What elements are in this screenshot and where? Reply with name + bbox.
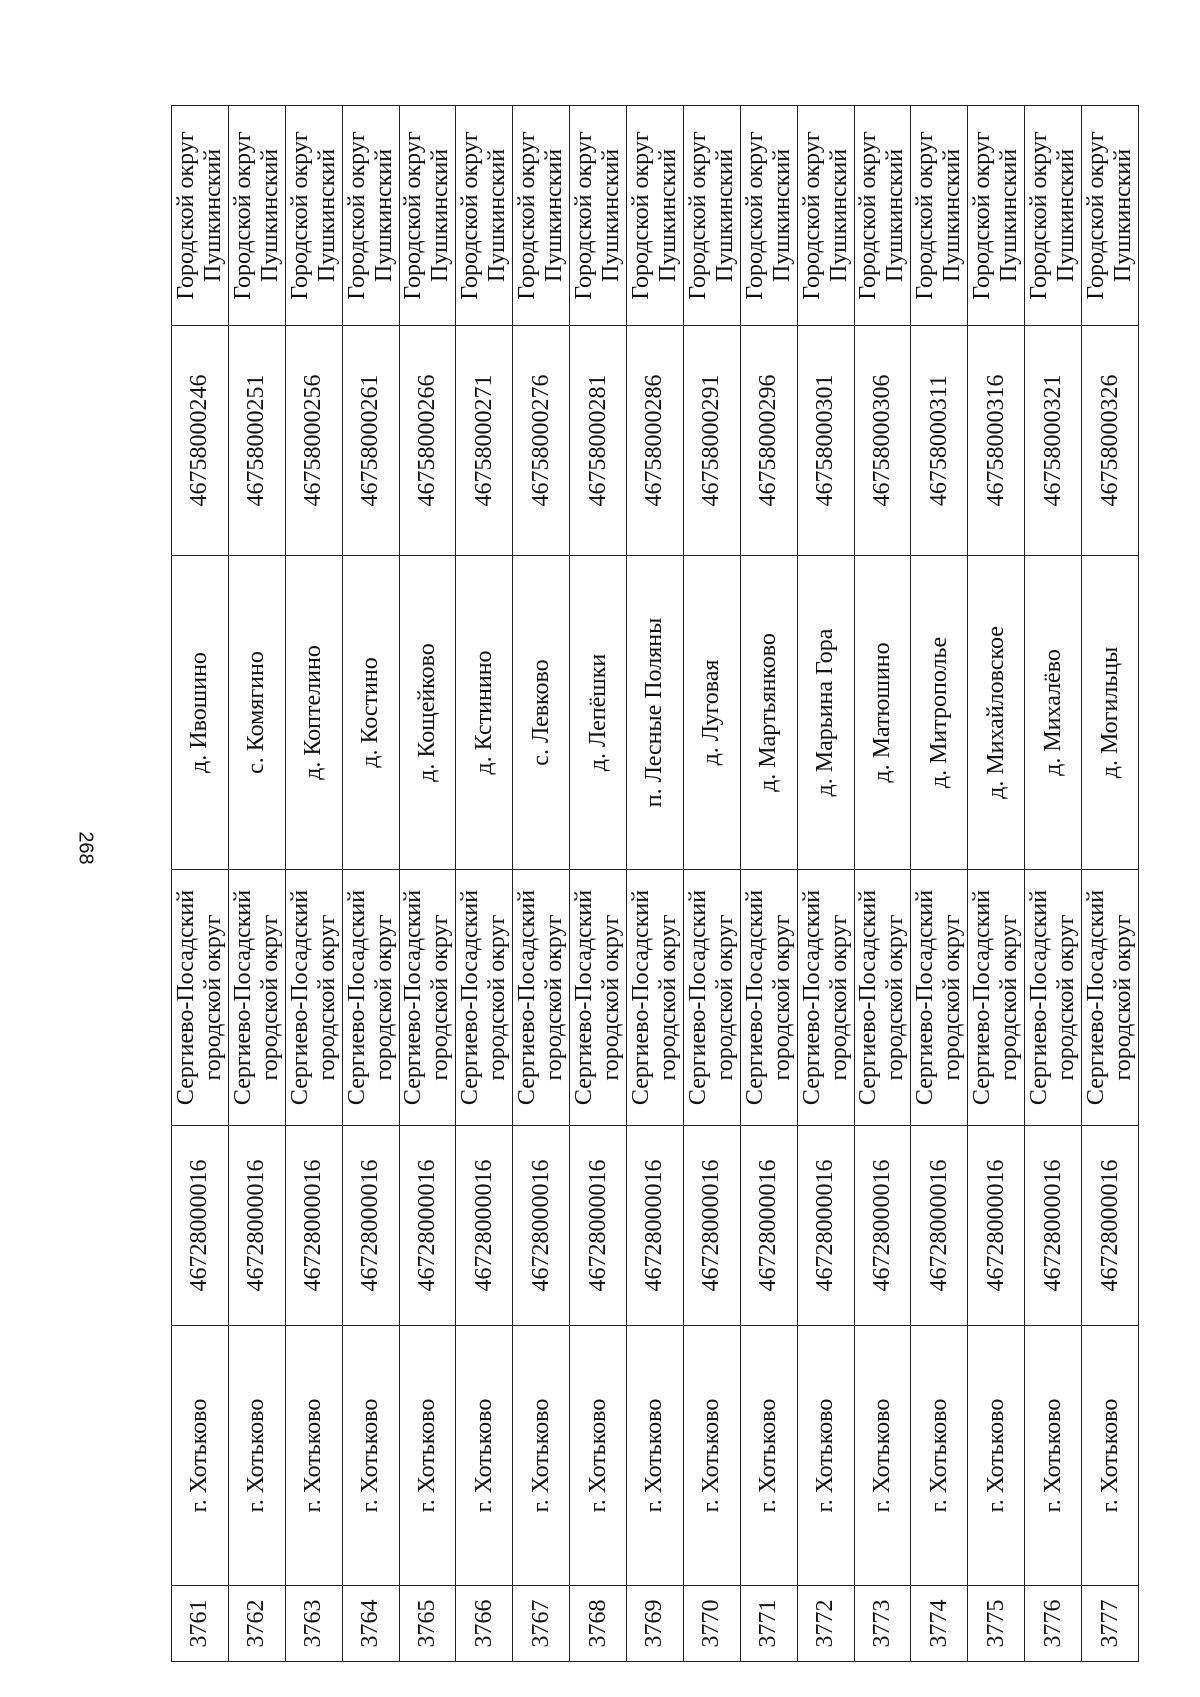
city-district-cell: Сергиево-Посадский городской округ <box>683 870 740 1126</box>
city-cell: г. Хотьково <box>285 1326 342 1586</box>
settlement-cell: с. Комягино <box>228 556 285 870</box>
city-cell: г. Хотьково <box>172 1326 229 1586</box>
row-number-cell: 3768 <box>570 1586 627 1662</box>
settlement-district-cell: Городской округ Пушкинский <box>740 106 797 326</box>
city-district-cell: Сергиево-Посадский городской округ <box>342 870 399 1126</box>
settlement-code-cell: 46758000281 <box>570 326 627 556</box>
city-district-cell: Сергиево-Посадский городской округ <box>570 870 627 1126</box>
row-number-cell: 3774 <box>911 1586 968 1662</box>
settlement-code-cell: 46758000296 <box>740 326 797 556</box>
city-cell: г. Хотьково <box>627 1326 684 1586</box>
city-district-cell: Сергиево-Посадский городской округ <box>513 870 570 1126</box>
row-number-cell: 3761 <box>172 1586 229 1662</box>
city-cell: г. Хотьково <box>797 1326 854 1586</box>
row-number-cell: 3766 <box>456 1586 513 1662</box>
city-district-cell: Сергиево-Посадский городской округ <box>854 870 911 1126</box>
row-number-cell: 3769 <box>627 1586 684 1662</box>
row-number-cell: 3765 <box>399 1586 456 1662</box>
row-number-cell: 3763 <box>285 1586 342 1662</box>
settlement-code-cell: 46758000301 <box>797 326 854 556</box>
row-number-cell: 3762 <box>228 1586 285 1662</box>
city-cell: г. Хотьково <box>911 1326 968 1586</box>
settlement-cell: д. Митрополье <box>911 556 968 870</box>
city-code-cell: 46728000016 <box>342 1126 399 1326</box>
settlement-code-cell: 46758000326 <box>1082 326 1139 556</box>
settlement-code-cell: 46758000321 <box>1025 326 1082 556</box>
settlement-cell: д. Матюшино <box>854 556 911 870</box>
city-cell: г. Хотьково <box>342 1326 399 1586</box>
city-code-cell: 46728000016 <box>797 1126 854 1326</box>
city-district-cell: Сергиево-Посадский городской округ <box>797 870 854 1126</box>
settlement-cell: д. Луговая <box>683 556 740 870</box>
city-code-cell: 46728000016 <box>399 1126 456 1326</box>
settlement-cell: д. Коптелино <box>285 556 342 870</box>
city-district-cell: Сергиево-Посадский городской округ <box>1025 870 1082 1126</box>
table-row <box>1082 106 1139 1662</box>
city-code-cell: 46728000016 <box>456 1126 513 1326</box>
settlement-code-cell: 46758000311 <box>911 326 968 556</box>
settlement-cell: д. Ивошино <box>172 556 229 870</box>
settlement-code-cell: 46758000266 <box>399 326 456 556</box>
settlement-district-cell: Городской округ Пушкинский <box>797 106 854 326</box>
settlement-district-cell: Городской округ Пушкинский <box>228 106 285 326</box>
city-code-cell: 46728000016 <box>1025 1126 1082 1326</box>
row-number-cell: 3770 <box>683 1586 740 1662</box>
table-row <box>683 106 740 1662</box>
page-number: 268 <box>74 831 97 865</box>
table-row <box>1025 106 1082 1662</box>
rotated-table-container <box>171 106 1139 1662</box>
city-cell: г. Хотьково <box>968 1326 1025 1586</box>
city-district-cell: Сергиево-Посадский городской округ <box>1082 870 1139 1126</box>
city-cell: г. Хотьково <box>570 1326 627 1586</box>
table-row <box>399 106 456 1662</box>
table-row <box>570 106 627 1662</box>
settlement-district-cell: Городской округ Пушкинский <box>968 106 1025 326</box>
city-cell: г. Хотьково <box>854 1326 911 1586</box>
city-code-cell: 46728000016 <box>854 1126 911 1326</box>
table-row <box>911 106 968 1662</box>
settlement-code-cell: 46758000256 <box>285 326 342 556</box>
settlement-district-cell: Городской округ Пушкинский <box>911 106 968 326</box>
city-code-cell: 46728000016 <box>228 1126 285 1326</box>
city-district-cell: Сергиево-Посадский городской округ <box>172 870 229 1126</box>
row-number-cell: 3773 <box>854 1586 911 1662</box>
settlement-code-cell: 46758000246 <box>172 326 229 556</box>
table-row <box>968 106 1025 1662</box>
row-number-cell: 3767 <box>513 1586 570 1662</box>
table-row <box>456 106 513 1662</box>
city-district-cell: Сергиево-Посадский городской округ <box>911 870 968 1126</box>
settlement-cell: д. Могильцы <box>1082 556 1139 870</box>
table-row <box>854 106 911 1662</box>
city-district-cell: Сергиево-Посадский городской округ <box>228 870 285 1126</box>
city-cell: г. Хотьково <box>740 1326 797 1586</box>
settlement-code-cell: 46758000251 <box>228 326 285 556</box>
settlement-cell: д. Михалёво <box>1025 556 1082 870</box>
city-district-cell: Сергиево-Посадский городской округ <box>627 870 684 1126</box>
table-row <box>740 106 797 1662</box>
table-row <box>797 106 854 1662</box>
city-code-cell: 46728000016 <box>627 1126 684 1326</box>
city-code-cell: 46728000016 <box>740 1126 797 1326</box>
city-code-cell: 46728000016 <box>911 1126 968 1326</box>
settlement-district-cell: Городской округ Пушкинский <box>854 106 911 326</box>
city-code-cell: 46728000016 <box>1082 1126 1139 1326</box>
settlement-code-cell: 46758000261 <box>342 326 399 556</box>
city-cell: г. Хотьково <box>228 1326 285 1586</box>
settlement-code-cell: 46758000291 <box>683 326 740 556</box>
table-body <box>172 106 1139 1662</box>
settlement-code-cell: 46758000286 <box>627 326 684 556</box>
row-number-cell: 3776 <box>1025 1586 1082 1662</box>
city-code-cell: 46728000016 <box>285 1126 342 1326</box>
settlement-cell: с. Левково <box>513 556 570 870</box>
settlement-district-cell: Городской округ Пушкинский <box>627 106 684 326</box>
city-district-cell: Сергиево-Посадский городской округ <box>740 870 797 1126</box>
city-district-cell: Сергиево-Посадский городской округ <box>968 870 1025 1126</box>
city-district-cell: Сергиево-Посадский городской округ <box>285 870 342 1126</box>
settlement-district-cell: Городской округ Пушкинский <box>513 106 570 326</box>
settlement-cell: д. Мартьянково <box>740 556 797 870</box>
row-number-cell: 3764 <box>342 1586 399 1662</box>
settlement-district-cell: Городской округ Пушкинский <box>1025 106 1082 326</box>
table-row <box>627 106 684 1662</box>
settlement-code-cell: 46758000306 <box>854 326 911 556</box>
settlement-cell: д. Михайловское <box>968 556 1025 870</box>
city-cell: г. Хотьково <box>399 1326 456 1586</box>
row-number-cell: 3771 <box>740 1586 797 1662</box>
city-code-cell: 46728000016 <box>683 1126 740 1326</box>
table-row <box>228 106 285 1662</box>
settlement-cell: п. Лесные Поляны <box>627 556 684 870</box>
city-cell: г. Хотьково <box>513 1326 570 1586</box>
settlement-district-cell: Городской округ Пушкинский <box>399 106 456 326</box>
settlement-district-cell: Городской округ Пушкинский <box>1082 106 1139 326</box>
settlement-cell: д. Костино <box>342 556 399 870</box>
row-number-cell: 3772 <box>797 1586 854 1662</box>
settlement-code-cell: 46758000276 <box>513 326 570 556</box>
table-row <box>342 106 399 1662</box>
city-code-cell: 46728000016 <box>968 1126 1025 1326</box>
row-number-cell: 3775 <box>968 1586 1025 1662</box>
row-number-cell: 3777 <box>1082 1586 1139 1662</box>
settlement-district-cell: Городской округ Пушкинский <box>285 106 342 326</box>
city-code-cell: 46728000016 <box>172 1126 229 1326</box>
settlements-table <box>171 105 1139 1662</box>
city-cell: г. Хотьково <box>1082 1326 1139 1586</box>
settlement-district-cell: Городской округ Пушкинский <box>456 106 513 326</box>
settlement-code-cell: 46758000316 <box>968 326 1025 556</box>
settlement-district-cell: Городской округ Пушкинский <box>172 106 229 326</box>
settlement-cell: д. Кощейково <box>399 556 456 870</box>
city-cell: г. Хотьково <box>683 1326 740 1586</box>
city-district-cell: Сергиево-Посадский городской округ <box>399 870 456 1126</box>
city-cell: г. Хотьково <box>456 1326 513 1586</box>
settlement-cell: д. Марьина Гора <box>797 556 854 870</box>
settlement-district-cell: Городской округ Пушкинский <box>683 106 740 326</box>
table-row <box>172 106 229 1662</box>
settlement-district-cell: Городской округ Пушкинский <box>570 106 627 326</box>
city-code-cell: 46728000016 <box>513 1126 570 1326</box>
city-code-cell: 46728000016 <box>570 1126 627 1326</box>
city-cell: г. Хотьково <box>1025 1326 1082 1586</box>
settlement-cell: д. Кстинино <box>456 556 513 870</box>
table-row <box>513 106 570 1662</box>
table-row <box>285 106 342 1662</box>
city-district-cell: Сергиево-Посадский городской округ <box>456 870 513 1126</box>
settlement-cell: д. Лепёшки <box>570 556 627 870</box>
settlement-district-cell: Городской округ Пушкинский <box>342 106 399 326</box>
settlement-code-cell: 46758000271 <box>456 326 513 556</box>
